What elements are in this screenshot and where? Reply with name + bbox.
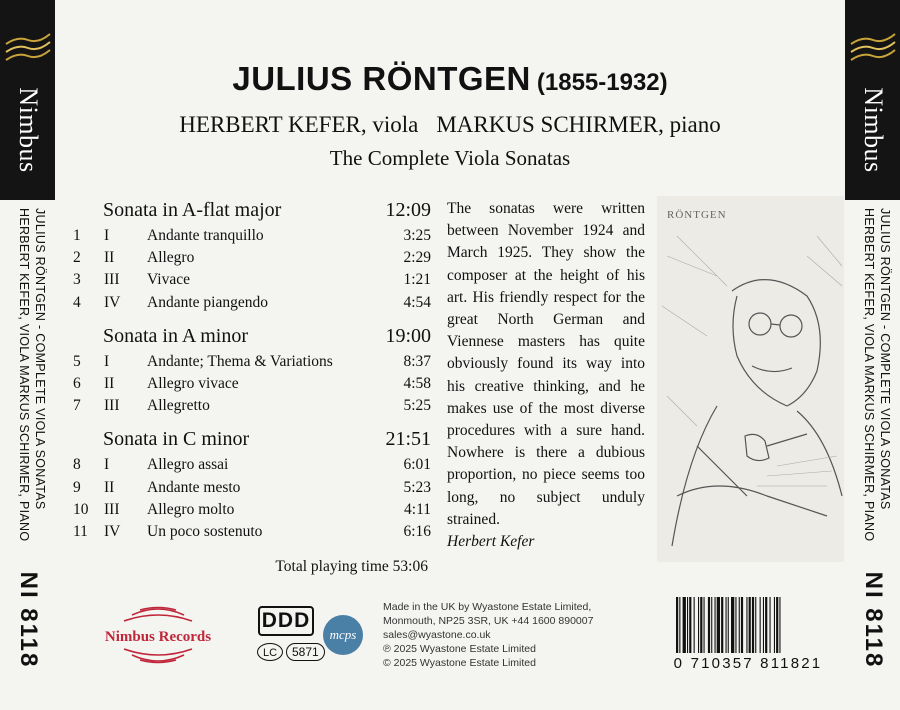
barcode-bar [717, 597, 720, 653]
barcode-bar [731, 597, 734, 653]
barcode-bar [715, 597, 716, 653]
barcode-bar [711, 597, 712, 653]
sonata-duration: 21:51 [385, 428, 431, 451]
sonata-block [73, 196, 431, 314]
track-duration: 2:29 [403, 249, 431, 267]
sonata-title: Sonata in A-flat major [103, 199, 282, 221]
track-number: 4 [73, 293, 81, 311]
sonata-block [73, 425, 431, 543]
performer-viola: HERBERT KEFER, viola [179, 112, 419, 137]
performers [0, 112, 900, 138]
lc-number: 5871 [286, 643, 325, 661]
ddd-badge: DDD [258, 606, 314, 636]
barcode-number: 0 710357 811821 [673, 655, 823, 672]
track-duration: 3:25 [403, 227, 431, 245]
barcode-bars [674, 597, 826, 655]
barcode-bar [779, 597, 780, 653]
movement-number: III [104, 397, 120, 415]
barcode-bar [739, 597, 740, 653]
track-duration: 4:58 [403, 375, 431, 393]
spine-text-right [845, 208, 900, 568]
track-row [73, 373, 431, 395]
barcode-bar [741, 597, 743, 653]
nimbus-records-logo [102, 605, 214, 665]
track-title: Andante piangendo [147, 293, 268, 311]
track-title: Allegro vivace [147, 375, 239, 393]
track-title: Andante mesto [147, 478, 241, 496]
sonata-title: Sonata in A minor [103, 324, 248, 347]
sonata-duration: 19:00 [385, 324, 431, 347]
track-title: Un poco sostenuto [147, 522, 263, 540]
spine-line1: JULIUS RÖNTGEN - COMPLETE VIOLA SONATAS [877, 208, 892, 510]
portrait-sketch [657, 196, 844, 562]
track-duration: 1:21 [403, 271, 431, 289]
legal-line: ℗ 2025 Wyastone Estate Limited [383, 643, 536, 655]
barcode-bar [752, 597, 754, 653]
track-title: Allegro [147, 249, 195, 267]
track-row [73, 521, 431, 543]
composer-portrait [657, 196, 844, 562]
sonata-heading [103, 322, 431, 348]
liner-notes [447, 198, 645, 553]
legal-line: Monmouth, NP25 3SR, UK +44 1600 890007 [383, 615, 594, 627]
barcode-bar [746, 597, 747, 653]
movement-number: I [104, 227, 110, 245]
track-title: Allegretto [147, 397, 210, 415]
notes-text: The sonatas were written between November 1924 and March 1925. They show the composer at the height of his art. His friendly respect for the great North German and Viennese masters has quite obviously found its way into his creative thinking, and he makes use of the most diverse procedures with a sure hand. Nowhere is there a dubious proportion, no piece seems too long, no subject unduly strained. [447, 200, 645, 528]
sonata-block [73, 322, 431, 418]
track-listing [73, 196, 431, 551]
track-title: Allegro assai [147, 456, 229, 474]
label-code [257, 642, 325, 662]
legal-text [383, 600, 593, 670]
track-number: 11 [73, 522, 88, 540]
track-row [73, 454, 431, 476]
track-duration: 5:25 [403, 397, 431, 415]
track-row [73, 351, 431, 373]
barcode-bar [774, 597, 775, 653]
spine-line2: HERBERT KEFER, VIOLA MARKUS SCHIRMER, PIANO [861, 208, 876, 542]
legal-line: sales@wyastone.co.uk [383, 629, 491, 641]
spine-logo-right: Nimbus [858, 87, 888, 173]
movement-number: II [104, 478, 115, 496]
mcps-logo: mcps [323, 615, 363, 655]
barcode-bar [770, 597, 771, 653]
movement-number: IV [104, 522, 121, 540]
spine-line1: JULIUS RÖNTGEN - COMPLETE VIOLA SONATAS [32, 208, 47, 510]
performer-piano: MARKUS SCHIRMER, piano [436, 112, 721, 137]
track-duration: 4:11 [404, 500, 431, 518]
notes-author: Herbert Kefer [447, 533, 535, 551]
sonata-heading [103, 196, 431, 222]
barcode-bar [694, 597, 695, 653]
spine-catalog-right: NI 8118 [859, 571, 887, 669]
track-row [73, 269, 431, 291]
track-number: 6 [73, 375, 81, 393]
barcode-bar [676, 597, 678, 653]
barcode-bar [679, 597, 680, 653]
total-playing-time: Total playing time 53:06 [275, 558, 428, 575]
barcode-bar [749, 597, 751, 653]
track-number: 5 [73, 352, 81, 370]
nimbus-records-label: Nimbus Records [104, 629, 212, 645]
track-row [73, 225, 431, 247]
portrait-caption: RÖNTGEN [667, 209, 727, 221]
lc-prefix: LC [257, 643, 283, 661]
track-duration: 6:01 [403, 456, 431, 474]
track-row [73, 247, 431, 269]
sonata-heading [103, 425, 431, 451]
movement-number: I [104, 456, 110, 474]
barcode-bar [728, 597, 729, 653]
movement-number: I [104, 352, 110, 370]
barcode-bar [683, 597, 686, 653]
spine-text-left [0, 208, 55, 568]
barcode-bar [708, 597, 710, 653]
movement-number: III [104, 271, 120, 289]
track-number: 2 [73, 249, 81, 267]
track-row [73, 292, 431, 314]
barcode-bar [763, 597, 764, 653]
movement-number: II [104, 375, 115, 393]
track-number: 7 [73, 397, 81, 415]
spine-catalog-left: NI 8118 [14, 571, 42, 669]
track-duration: 8:37 [403, 352, 431, 370]
spine-logo-left: Nimbus [13, 87, 43, 173]
track-title: Andante tranquillo [147, 227, 264, 245]
spine-line2: HERBERT KEFER, VIOLA MARKUS SCHIRMER, PIANO [16, 208, 31, 542]
album-subtitle: The Complete Viola Sonatas [329, 146, 571, 170]
track-title: Andante; Thema & Variations [147, 352, 333, 370]
barcode-bar [760, 597, 761, 653]
barcode-bar [765, 597, 767, 653]
track-number: 9 [73, 478, 81, 496]
barcode-bar [700, 597, 702, 653]
movement-number: II [104, 249, 115, 267]
track-number: 1 [73, 227, 81, 245]
barcode-bar [687, 597, 688, 653]
composer-years: (1855-1932) [536, 69, 668, 96]
track-duration: 4:54 [403, 293, 431, 311]
track-title: Allegro molto [147, 500, 235, 518]
barcode-bar [755, 597, 756, 653]
track-number: 8 [73, 456, 81, 474]
nimbus-records-logo-art [102, 605, 214, 665]
barcode-bar [735, 597, 736, 653]
track-row [73, 499, 431, 521]
track-row [73, 477, 431, 499]
composer-name: JULIUS RÖNTGEN [232, 60, 531, 97]
track-row [73, 395, 431, 417]
movement-number: III [104, 500, 120, 518]
barcode-bar [704, 597, 705, 653]
track-title: Vivace [147, 271, 190, 289]
track-number: 10 [73, 500, 89, 518]
barcode-bar [689, 597, 691, 653]
legal-line: Made in the UK by Wyastone Estate Limited, [383, 601, 592, 613]
track-duration: 5:23 [403, 478, 431, 496]
barcode-bar [776, 597, 778, 653]
legal-line: © 2025 Wyastone Estate Limited [383, 657, 536, 669]
sonata-duration: 12:09 [385, 199, 431, 221]
barcode-bar [698, 597, 699, 653]
sonata-title: Sonata in C minor [103, 428, 250, 451]
movement-number: IV [104, 293, 121, 311]
barcode-bar [721, 597, 723, 653]
composer-title [0, 60, 900, 98]
track-number: 3 [73, 271, 81, 289]
barcode-bar [726, 597, 727, 653]
track-duration: 6:16 [403, 522, 431, 540]
